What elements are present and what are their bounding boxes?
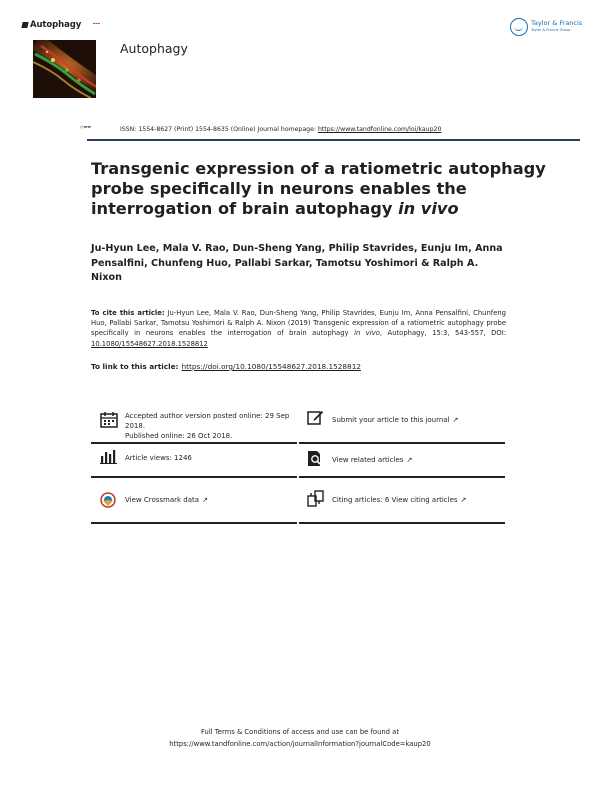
crossmark-icon [100,492,116,508]
box-divider [299,476,505,478]
logo-mark-icon [21,22,28,28]
journal-cover-image [33,40,96,98]
article-title [91,159,551,219]
publisher-logo [510,17,582,39]
box-divider [299,442,505,444]
red-tag-decoration: ▬▬▬ [93,22,101,25]
cite-text-2: , Autophagy, 15:3, 543-557, DOI: [379,329,506,338]
publisher-name: Taylor & Francis [531,19,583,27]
footer-terms-url[interactable]: https://www.tandfonline.com/action/journalInformation?journalCode=kaup20 [169,739,431,748]
related-articles-icon [307,450,324,467]
journal-logo-text: Autophagy [30,20,82,30]
issn-line [120,126,441,133]
cite-text-1: Ju-Hyun Lee, Mala V. Rao, Dun-Sheng Yang, Philip Stavrides, Eunju Im, Anna Pensalfini, Chunfeng Huo, Pallabi Sarkar, Tamotsu Yoshimori & Ralph A. Nixon (2019) Transgenic expression of a ratiometric autophagy probe specifically in neurons enables the interrogation of brain autophagy [91,309,506,338]
view-crossmark-link[interactable] [125,495,208,505]
citing-articles-icon [307,490,325,507]
published-date: Published online: 26 Oct 2018. [125,432,233,440]
issn-text: ISSN: 1554-8627 (Print) 1554-8635 (Online) Journal homepage: [120,126,318,133]
author-list: Ju-Hyun Lee, Mala V. Rao, Dun-Sheng Yang, Philip Stavrides, Eunju Im, Anna Pensalfini, Chunfeng Huo, Pallabi Sarkar, Tamotsu Yoshimori & Ralph A. Nixon [91,243,503,283]
crossmark-small-logo-icon: ◎▬▬ [80,124,92,129]
journal-logo [22,20,81,30]
journal-homepage-link[interactable]: https://www.tandfonline.com/loi/kaup20 [317,126,442,133]
cite-italic: in vivo [354,329,380,338]
accepted-date: Accepted author version posted online: 29 Sep 2018. [125,412,290,430]
accepted-published-info [125,411,297,441]
bar-chart-icon [100,450,117,464]
view-related-link[interactable] [332,455,412,465]
article-link-line [91,362,361,371]
external-link-icon: ↗ [406,456,413,464]
title-italic: in vivo [398,199,459,218]
link-label: To link to this article: [91,362,179,371]
header-divider [87,139,580,141]
citing-label: Citing articles: 6 View citing articles [332,496,458,504]
external-link-icon: ↗ [460,496,467,504]
article-views: Article views: 1246 [125,454,192,462]
doi-link[interactable]: 10.1080/15548627.2018.1528812 [91,339,208,348]
external-link-icon: ↗ [452,416,459,424]
related-label: View related articles [332,456,404,464]
box-divider [91,442,297,444]
submit-article-link[interactable] [332,415,458,425]
journal-name: Autophagy [120,41,188,56]
box-divider [91,522,297,524]
external-link-icon: ↗ [202,496,208,504]
publisher-subtitle: Taylor & Francis Group [531,28,571,32]
footer-terms-text: Full Terms & Conditions of access and use can be found at [201,728,399,736]
crossmark-label: View Crossmark data [125,496,200,504]
article-doi-link[interactable]: https://doi.org/10.1080/15548627.2018.1528812 [181,362,361,371]
cite-label: To cite this article: [91,309,165,317]
box-divider [91,476,297,478]
publisher-logo-icon [510,18,528,36]
submit-label: Submit your article to this journal [332,416,450,424]
citation-block [91,308,506,349]
footer [0,727,600,750]
title-main: Transgenic expression of a ratiometric autophagy probe specifically in neurons enables the interrogation of brain autophagy [91,159,546,218]
citing-articles-link[interactable] [332,495,466,505]
box-divider [299,522,505,524]
calendar-icon [100,411,118,428]
submit-edit-icon [307,409,324,425]
